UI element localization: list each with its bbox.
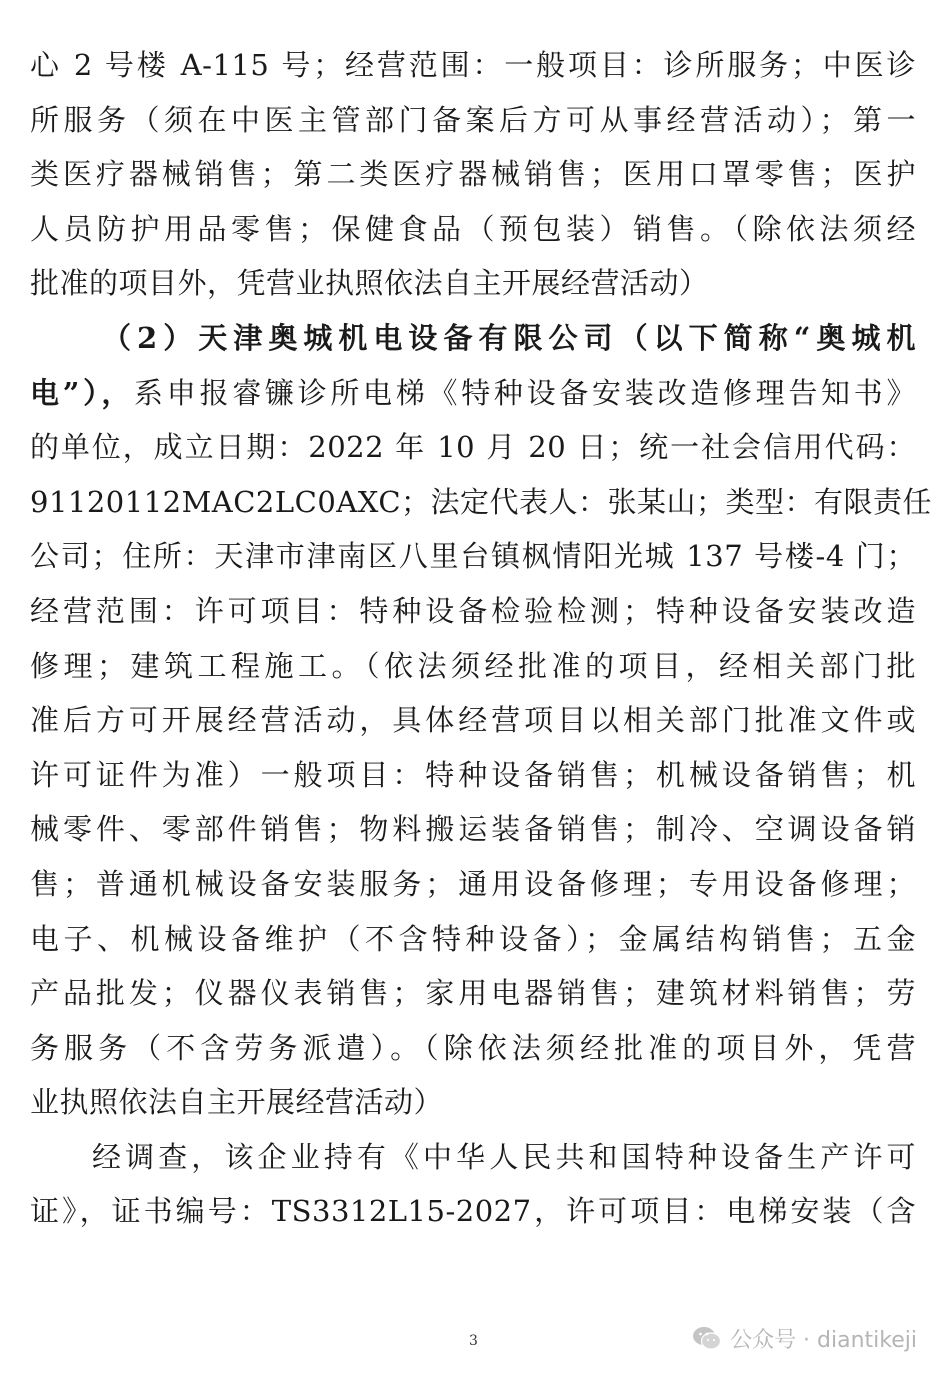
text-line: 的单位，成立日期：2022 年 10 月 20 日；统一社会信用代码： [30, 430, 916, 465]
watermark [692, 1320, 917, 1356]
text-line: 经调查，该企业持有《中华人民共和国特种设备生产许可 [92, 1139, 916, 1174]
text-line: 批准的项目外，凭营业执照依法自主开展经营活动） [30, 266, 709, 301]
text-line: 电子、机械设备维护（不含特种设备）；金属结构销售；五金 [30, 921, 916, 956]
section-heading-line: （2）天津奥城机电设备有限公司（以下简称“奥城机 [102, 320, 916, 355]
body-text [30, 38, 933, 1239]
text-line: 械零件、零部件销售；物料搬运装备销售；制冷、空调设备销 [30, 812, 916, 847]
text-line: 许可证件为准）一般项目：特种设备销售；机械设备销售；机 [30, 757, 916, 792]
section-heading-tail: 电”）， [30, 375, 135, 410]
text-line: 产品批发；仪器仪表销售；家用电器销售；建筑材料销售；劳 [30, 976, 916, 1011]
text-line: 类医疗器械销售；第二类医疗器械销售；医用口罩零售；医护 [30, 157, 916, 192]
watermark-label: 公众号 · diantikeji [730, 1327, 917, 1353]
text-line: 公司；住所：天津市津南区八里台镇枫情阳光城 137 号楼-4 门； [30, 539, 916, 574]
text-line: 修理；建筑工程施工。（依法须经批准的项目，经相关部门批 [30, 648, 916, 683]
text-line: 务服务（不含劳务派遣）。（除依法须经批准的项目外，凭营 [30, 1030, 916, 1065]
text-segment: 系申报睿镰诊所电梯《特种设备安装改造修理告知书》 [134, 375, 916, 410]
wechat-icon [692, 1325, 722, 1351]
text-line: 所服务（须在中医主管部门备案后方可从事经营活动）；第一 [30, 102, 916, 137]
text-line [30, 366, 916, 421]
text-line: 业执照依法自主开展经营活动） [30, 1085, 444, 1120]
text-line: 证》，证书编号：TS3312L15-2027，许可项目：电梯安装（含 [30, 1194, 916, 1229]
text-line: 91120112MAC2LC0AXC；法定代表人：张某山；类型：有限责任 [30, 484, 933, 519]
text-line: 人员防护用品零售；保健食品（预包装）销售。（除依法须经 [30, 211, 916, 246]
page-number: 3 [469, 1333, 478, 1349]
text-line: 售；普通机械设备安装服务；通用设备修理；专用设备修理； [30, 866, 916, 901]
text-line: 心 2 号楼 A-115 号；经营范围：一般项目：诊所服务；中医诊 [30, 48, 916, 82]
text-line: 准后方可开展经营活动，具体经营项目以相关部门批准文件或 [30, 703, 916, 738]
text-line: 经营范围：许可项目：特种设备检验检测；特种设备安装改造 [30, 593, 916, 628]
